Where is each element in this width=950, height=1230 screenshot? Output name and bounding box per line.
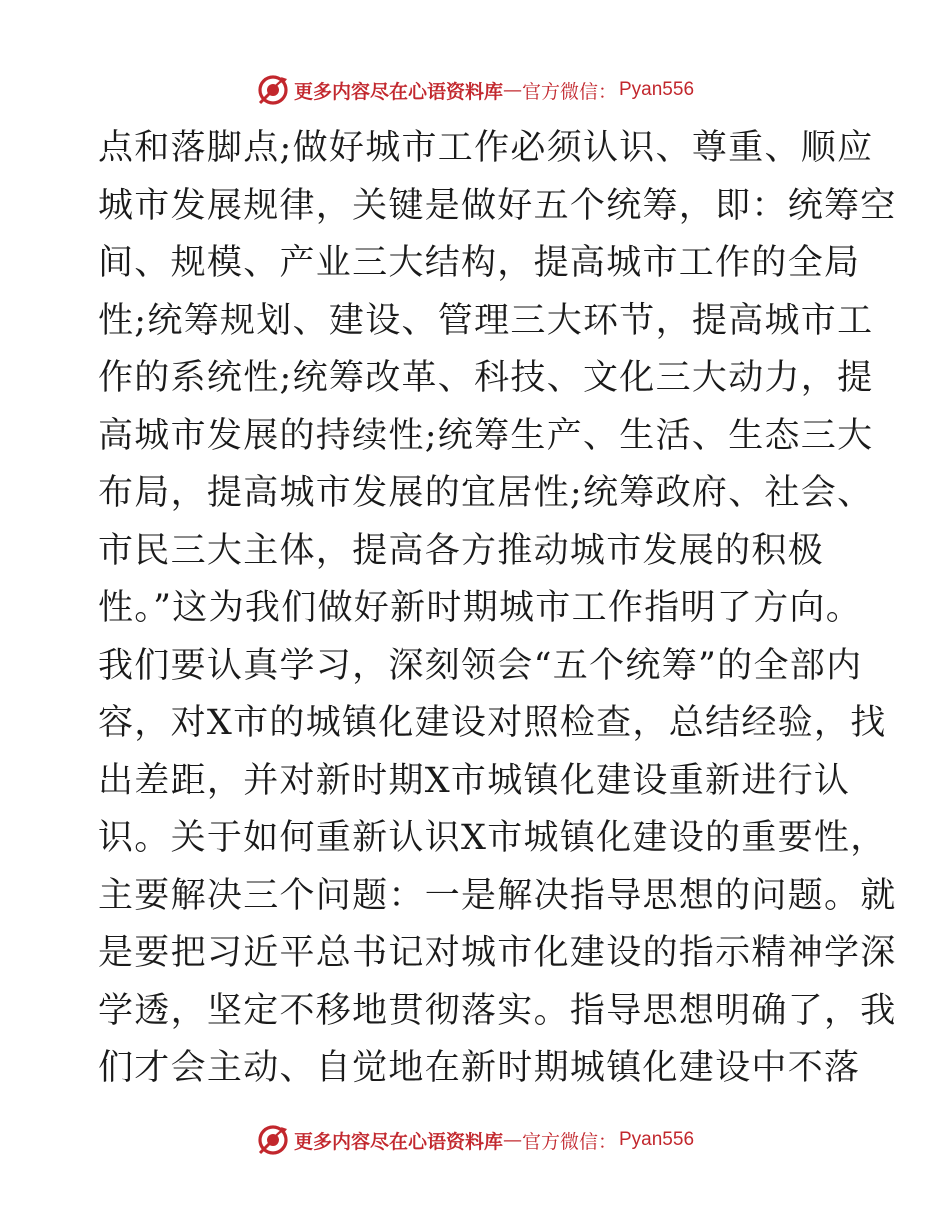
body-line: 布局，提高城市发展的宜居性;统筹政府、社会、 (98, 473, 874, 513)
body-line: 出差距，并对新时期X市城镇化建设重新进行认 (98, 760, 851, 801)
body-line: 作的系统性;统筹改革、科技、文化三大动力，提 (98, 358, 874, 398)
body-line: 点和落脚点;做好城市工作必须认识、尊重、顺应 (98, 128, 874, 168)
footer-banner (0, 1120, 950, 1160)
banner-separator: — (502, 79, 522, 101)
body-line: 间、规模、产业三大结构，提高城市工作的全局 (98, 243, 861, 283)
brand-logo-icon (256, 73, 290, 107)
brand-logo-icon (256, 1123, 290, 1157)
body-line: 高城市发展的持续性;统筹生产、生活、生态三大 (98, 415, 874, 456)
body-line: 容，对X市的城镇化建设对照检查，总结经验，找 (98, 703, 887, 743)
body-line: 识。关于如何重新认识X市城镇化建设的重要性， (98, 818, 887, 858)
body-line: 城市发展规律，关键是做好五个统筹，即：统筹空 (98, 185, 897, 226)
banner-site-name: 更多内容尽在心语资料库 (293, 80, 503, 103)
body-line: 市民三大主体，提高各方推动城市发展的积极 (98, 530, 825, 571)
body-line: 性;统筹规划、建设、管理三大环节，提高城市工 (98, 300, 874, 341)
body-line: 我们要认真学习，深刻领会“五个统筹”的全部内 (98, 645, 863, 686)
body-line: 们才会主动、自觉地在新时期城镇化建设中不落 (98, 1048, 861, 1088)
banner-wechat-label: 官方微信： (521, 80, 617, 103)
body-line: 学透，坚定不移地贯彻落实。指导思想明确了，我 (98, 990, 897, 1031)
banner-site-name: 更多内容尽在心语资料库 (293, 1130, 503, 1153)
banner-separator: — (502, 1129, 522, 1151)
banner-wechat-label: 官方微信： (521, 1130, 617, 1153)
document-body (98, 120, 897, 1098)
body-line: 是要把习近平总书记对城市化建设的指示精神学深 (98, 933, 897, 973)
banner-wechat-id: Pyan556 (619, 1129, 695, 1150)
header-banner (0, 70, 950, 110)
body-line: 性。”这为我们做好新时期城市工作指明了方向。 (98, 588, 862, 628)
banner-wechat-id: Pyan556 (619, 79, 695, 100)
body-line: 主要解决三个问题：一是解决指导思想的问题。就 (98, 875, 897, 916)
